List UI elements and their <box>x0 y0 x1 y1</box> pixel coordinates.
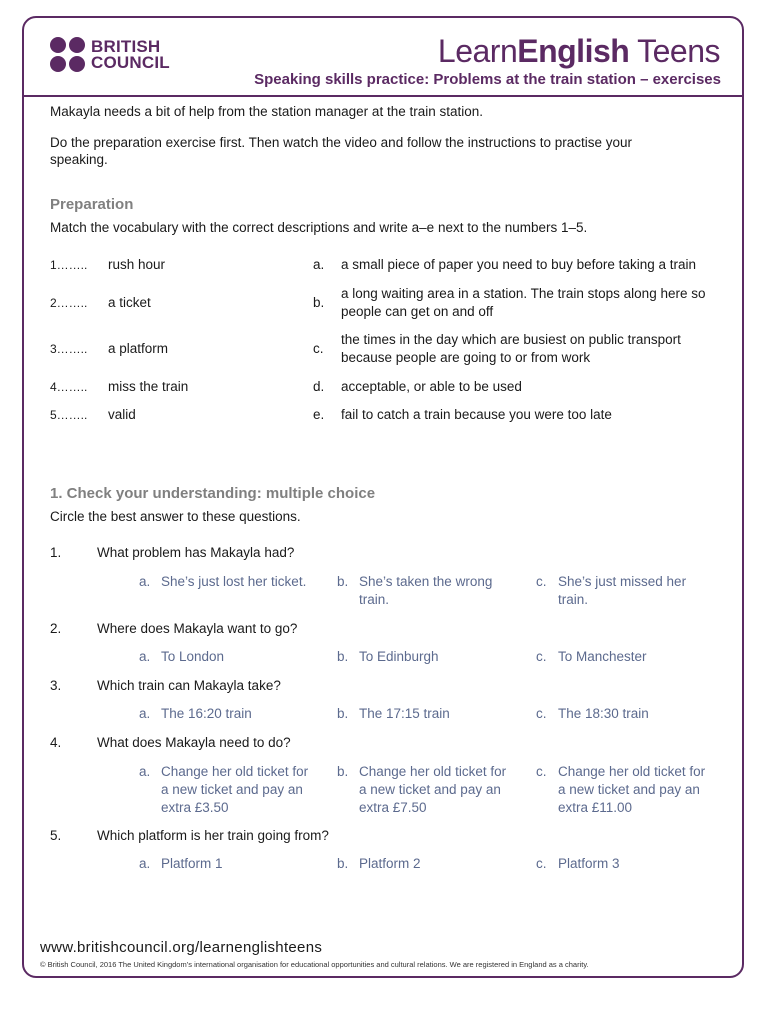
answer-option[interactable] <box>536 855 708 873</box>
brand-english: English <box>517 33 630 69</box>
vocab-number[interactable]: 3…….. <box>50 342 88 356</box>
answer-option[interactable] <box>536 648 708 666</box>
option-letter: b. <box>337 706 349 721</box>
option-letter: a. <box>139 706 151 721</box>
header-divider <box>24 95 742 97</box>
option-text: Change her old ticket for a new ticket and pay an extra £3.50 <box>161 764 309 815</box>
answer-option[interactable] <box>536 573 708 609</box>
answer-option[interactable] <box>139 648 311 666</box>
option-letter: c. <box>536 574 547 589</box>
option-letter: c. <box>536 706 547 721</box>
desc-letter: c. <box>313 341 324 356</box>
preparation-heading: Preparation <box>50 196 134 213</box>
question-text: Which platform is her train going from? <box>97 828 329 843</box>
question-text: Where does Makayla want to go? <box>97 621 298 636</box>
option-text: Change her old ticket for a new ticket and pay an extra £7.50 <box>359 764 507 815</box>
desc-letter: e. <box>313 407 325 422</box>
desc-text: fail to catch a train because you were too late <box>341 407 612 422</box>
option-letter: c. <box>536 856 547 871</box>
option-text: To Manchester <box>558 649 647 664</box>
answer-option[interactable] <box>139 573 311 591</box>
answer-option[interactable] <box>337 705 509 723</box>
question-text: What problem has Makayla had? <box>97 545 295 560</box>
vocab-word: valid <box>108 407 136 422</box>
brand-teens: Teens <box>629 33 720 69</box>
brand-learn: Learn <box>437 33 518 69</box>
option-text: To London <box>161 649 225 664</box>
option-text: Platform 2 <box>359 856 421 871</box>
desc-letter: b. <box>313 295 325 310</box>
question-text: Which train can Makayla take? <box>97 678 281 693</box>
option-letter: a. <box>139 764 151 779</box>
mc-heading: 1. Check your understanding: multiple choice <box>50 485 376 502</box>
vocab-word: a platform <box>108 341 169 356</box>
learnenglish-teens-brand <box>438 33 720 70</box>
desc-text: acceptable, or able to be used <box>341 379 522 394</box>
option-text: The 18:30 train <box>558 706 649 721</box>
intro-line-2: Do the preparation exercise first. Then watch the video and follow the instructions to practise your speaking. <box>50 135 633 167</box>
vocab-number[interactable]: 5…….. <box>50 408 88 422</box>
question-number: 1. <box>50 545 62 560</box>
answer-option[interactable] <box>337 573 509 609</box>
vocab-word: a ticket <box>108 295 151 310</box>
question-number: 2. <box>50 621 62 636</box>
option-letter: b. <box>337 856 349 871</box>
option-text: To Edinburgh <box>359 649 439 664</box>
desc-letter: a. <box>313 257 325 272</box>
desc-text: the times in the day which are busiest on public transport because people are going to or from work <box>341 332 681 365</box>
option-text: Platform 1 <box>161 856 223 871</box>
logo-line-1: BRITISH <box>91 36 161 56</box>
option-letter: b. <box>337 764 349 779</box>
mc-instruction: Circle the best answer to these questions. <box>50 509 301 524</box>
answer-option[interactable] <box>139 855 311 873</box>
preparation-instruction: Match the vocabulary with the correct descriptions and write a–e next to the numbers 1–5. <box>50 220 588 235</box>
answer-option[interactable] <box>337 763 509 817</box>
option-text: Platform 3 <box>558 856 620 871</box>
question-number: 4. <box>50 735 62 750</box>
footer-copyright: © British Council, 2016 The United Kingdom’s international organisation for educational opportunities and cultural relations. We are registered in England as a charity. <box>40 960 589 969</box>
option-letter: a. <box>139 649 151 664</box>
option-text: She’s just lost her ticket. <box>161 574 307 589</box>
vocab-number[interactable]: 2…….. <box>50 296 88 310</box>
desc-text: a small piece of paper you need to buy before taking a train <box>341 257 696 272</box>
answer-option[interactable] <box>139 763 311 817</box>
vocab-number[interactable]: 1…….. <box>50 258 88 272</box>
question-number: 3. <box>50 678 62 693</box>
option-letter: b. <box>337 649 349 664</box>
intro-line-1: Makayla needs a bit of help from the station manager at the train station. <box>50 104 483 119</box>
option-letter: a. <box>139 856 151 871</box>
page-subtitle: Speaking skills practice: Problems at the train station – exercises <box>254 71 721 88</box>
option-letter: c. <box>536 764 547 779</box>
option-text: She’s just missed her train. <box>558 574 687 607</box>
footer-url[interactable]: www.britishcouncil.org/learnenglishteens <box>40 939 323 956</box>
logo-dots-icon <box>50 37 85 72</box>
vocab-word: miss the train <box>108 379 189 394</box>
option-text: The 16:20 train <box>161 706 252 721</box>
logo-line-2: COUNCIL <box>91 52 170 72</box>
desc-text: a long waiting area in a station. The train stops along here so people can get on and off <box>341 286 706 319</box>
option-text: Change her old ticket for a new ticket and pay an extra £11.00 <box>558 764 706 815</box>
vocab-word: rush hour <box>108 257 166 272</box>
option-text: The 17:15 train <box>359 706 450 721</box>
answer-option[interactable] <box>337 648 509 666</box>
answer-option[interactable] <box>337 855 509 873</box>
option-letter: a. <box>139 574 151 589</box>
option-letter: b. <box>337 574 349 589</box>
question-text: What does Makayla need to do? <box>97 735 291 750</box>
question-number: 5. <box>50 828 62 843</box>
vocab-number[interactable]: 4…….. <box>50 380 88 394</box>
desc-letter: d. <box>313 379 325 394</box>
british-council-logo <box>50 37 170 72</box>
option-text: She’s taken the wrong train. <box>359 574 493 607</box>
option-letter: c. <box>536 649 547 664</box>
answer-option[interactable] <box>139 705 311 723</box>
answer-option[interactable] <box>536 763 708 817</box>
answer-option[interactable] <box>536 705 708 723</box>
